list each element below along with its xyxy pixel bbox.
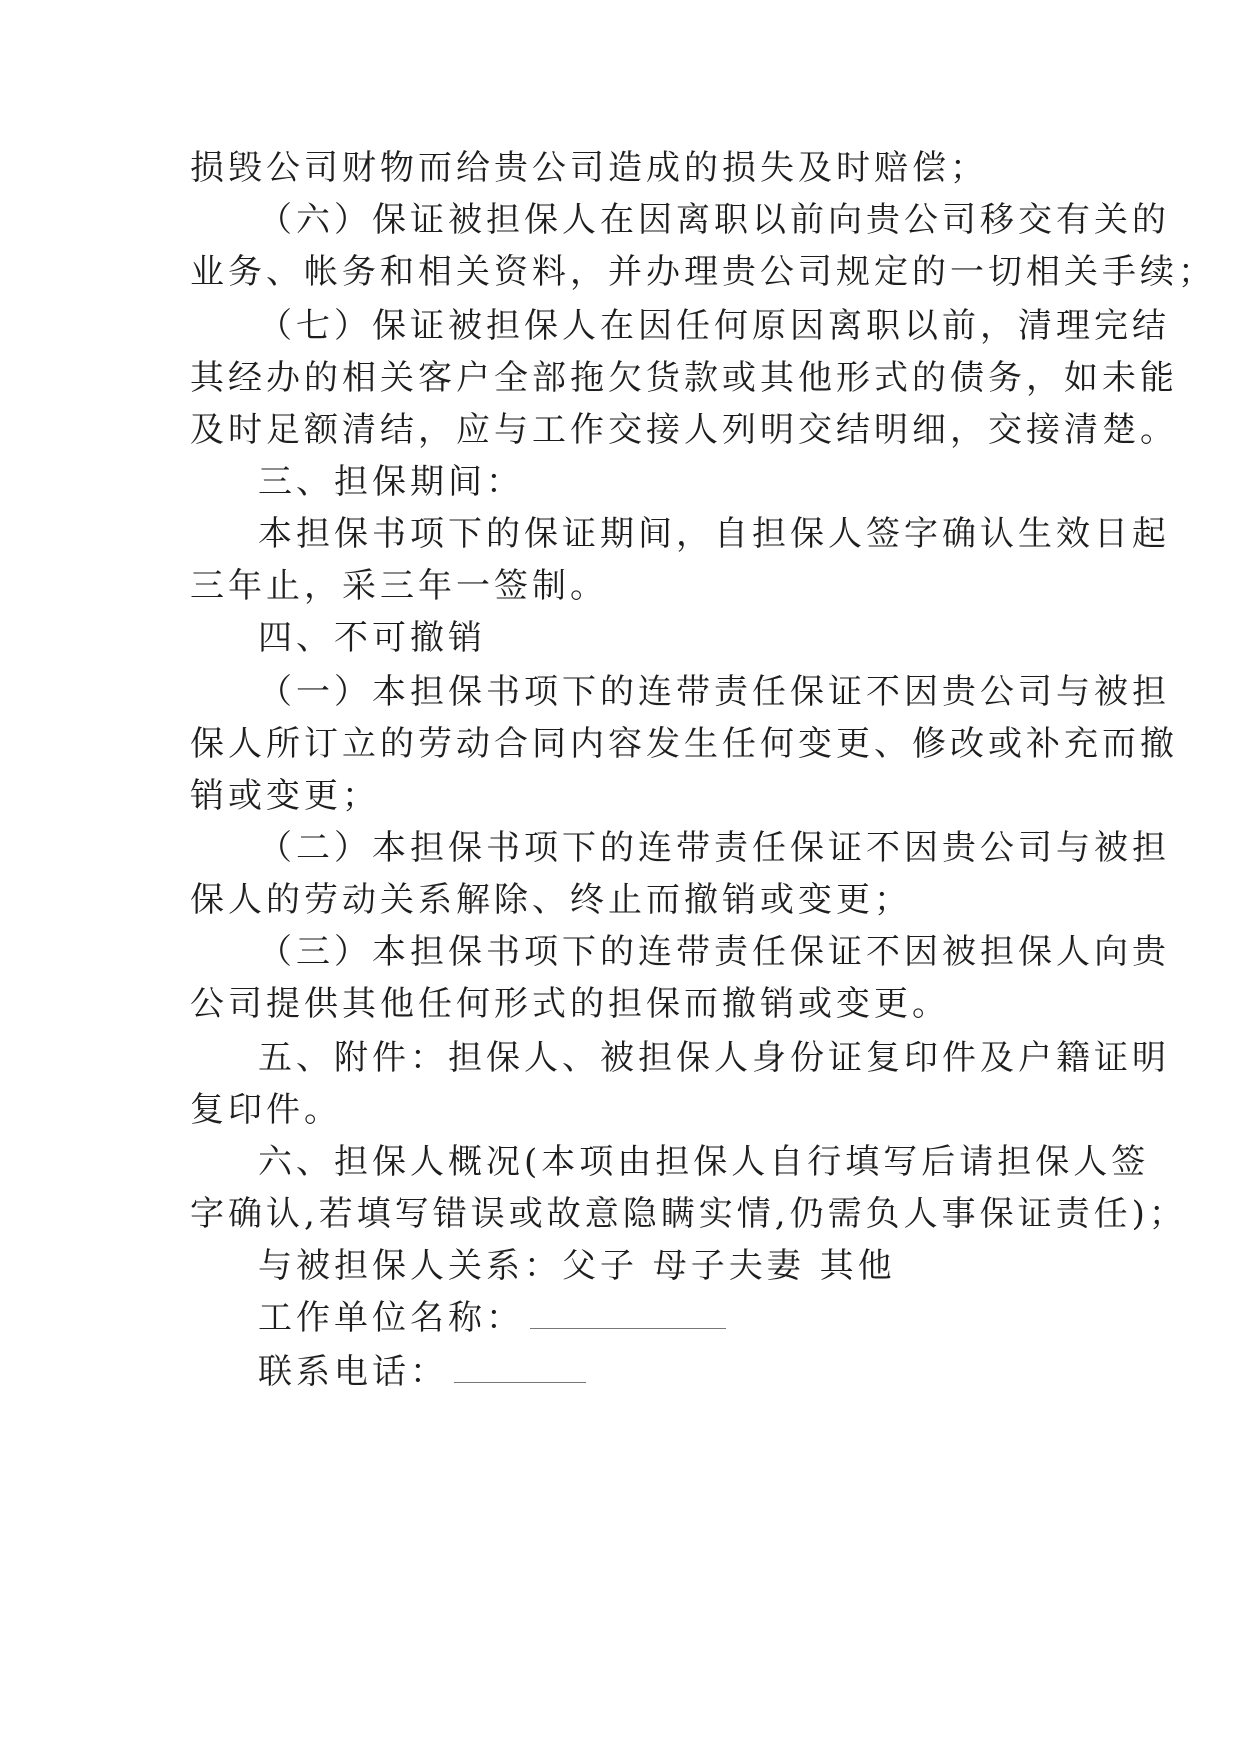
text-line-6: 及时足额清结，应与工作交接人列明交结明细，交接清楚。 — [190, 410, 1178, 450]
text-line-1: 损毁公司财物而给贵公司造成的损失及时赔偿； — [190, 148, 988, 188]
text-line-12: 保人所订立的劳动合同内容发生任何变更、修改或补充而撤 — [190, 724, 1178, 764]
section-heading-5: 五、附件：担保人、被担保人身份证复印件及户籍证明 — [258, 1038, 1170, 1078]
text-line-19: 复印件。 — [190, 1090, 342, 1130]
text-line-5: 其经办的相关客户全部拖欠货款或其他形式的债务，如未能 — [190, 358, 1178, 398]
section-heading-4: 四、不可撤销 — [258, 618, 486, 658]
employer-field-row — [258, 1298, 1128, 1338]
text-line-9: 三年止，采三年一签制。 — [190, 566, 608, 606]
text-line-16: （三）本担保书项下的连带责任保证不因被担保人向贵 — [258, 932, 1170, 972]
relationship-line: 与被担保人关系：父子 母子夫妻 其他 — [258, 1246, 896, 1286]
section-heading-3: 三、担保期间： — [258, 462, 524, 502]
text-line-13: 销或变更； — [190, 776, 380, 816]
text-line-21: 字确认,若填写错误或故意隐瞒实情,仍需负人事保证责任)； — [190, 1194, 1187, 1234]
text-line-15: 保人的劳动关系解除、终止而撤销或变更； — [190, 880, 912, 920]
phone-label: 联系电话： — [258, 1352, 448, 1392]
employer-blank — [530, 1302, 726, 1329]
section-heading-6: 六、担保人概况(本项由担保人自行填写后请担保人签 — [258, 1142, 1150, 1182]
text-line-3: 业务、帐务和相关资料，并办理贵公司规定的一切相关手续； — [190, 252, 1216, 292]
text-line-11: （一）本担保书项下的连带责任保证不因贵公司与被担 — [258, 672, 1170, 712]
text-line-2: （六）保证被担保人在因离职以前向贵公司移交有关的 — [258, 200, 1170, 240]
employer-label: 工作单位名称： — [258, 1298, 524, 1338]
phone-blank — [454, 1356, 586, 1383]
text-line-4: （七）保证被担保人在因任何原因离职以前，清理完结 — [258, 306, 1170, 346]
text-line-14: （二）本担保书项下的连带责任保证不因贵公司与被担 — [258, 828, 1170, 868]
text-line-17: 公司提供其他任何形式的担保而撤销或变更。 — [190, 984, 950, 1024]
phone-field-row — [258, 1352, 1128, 1392]
text-line-8: 本担保书项下的保证期间，自担保人签字确认生效日起 — [258, 514, 1170, 554]
